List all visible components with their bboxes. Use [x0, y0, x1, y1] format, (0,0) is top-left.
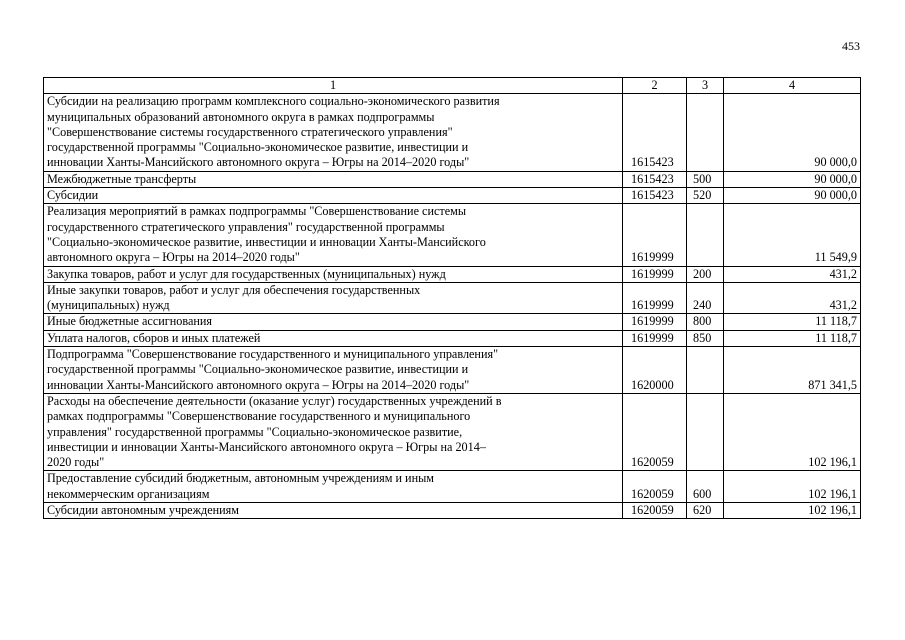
row-description: Уплата налогов, сборов и иных платежей: [44, 330, 623, 346]
table-row: [44, 471, 861, 503]
row-description: Закупка товаров, работ и услуг для государственных (муниципальных) нужд: [44, 266, 623, 282]
row-expense-type: 800: [687, 314, 724, 330]
table-body: [44, 94, 861, 519]
row-amount: 102 196,1: [724, 503, 861, 519]
row-amount: 11 118,7: [724, 314, 861, 330]
row-target-code: 1619999: [623, 282, 687, 314]
row-amount: 90 000,0: [724, 94, 861, 171]
row-amount: 431,2: [724, 282, 861, 314]
row-expense-type: 240: [687, 282, 724, 314]
header-row: [44, 78, 861, 94]
row-amount: 102 196,1: [724, 471, 861, 503]
row-expense-type: 520: [687, 188, 724, 204]
table-row: [44, 94, 861, 171]
row-description: Субсидии автономным учреждениям: [44, 503, 623, 519]
budget-table: [43, 77, 861, 519]
row-target-code: 1615423: [623, 94, 687, 171]
row-expense-type: [687, 94, 724, 171]
row-target-code: 1620059: [623, 471, 687, 503]
table-row: [44, 204, 861, 266]
row-expense-type: [687, 393, 724, 470]
table-row: [44, 188, 861, 204]
row-amount: 871 341,5: [724, 347, 861, 394]
table-row: [44, 330, 861, 346]
row-description: Иные бюджетные ассигнования: [44, 314, 623, 330]
row-target-code: 1615423: [623, 171, 687, 187]
row-description: Предоставление субсидий бюджетным, автономным учреждениям и иным некоммерческим организациям: [44, 471, 623, 503]
row-description: Расходы на обеспечение деятельности (оказание услуг) государственных учреждений в рамках подпрограммы "Совершенствование государственного и муниципального управления" государственной программы "Социально-экономическое развитие, инвестиции и инновации Ханты-Мансийского автономного округа – Югры на 2014– 2020 годы": [44, 393, 623, 470]
table-row: [44, 393, 861, 470]
row-expense-type: 200: [687, 266, 724, 282]
table-row: [44, 282, 861, 314]
row-expense-type: [687, 347, 724, 394]
table-row: [44, 503, 861, 519]
header-col-4: 4: [724, 78, 861, 94]
page-number: 453: [842, 39, 860, 53]
row-description: Субсидии: [44, 188, 623, 204]
row-target-code: 1615423: [623, 188, 687, 204]
header-col-2: 2: [623, 78, 687, 94]
table-row: [44, 171, 861, 187]
row-amount: 102 196,1: [724, 393, 861, 470]
row-expense-type: 850: [687, 330, 724, 346]
table-row: [44, 266, 861, 282]
row-target-code: 1619999: [623, 204, 687, 266]
row-description: Иные закупки товаров, работ и услуг для обеспечения государственных (муниципальных) нужд: [44, 282, 623, 314]
row-expense-type: 500: [687, 171, 724, 187]
row-amount: 11 118,7: [724, 330, 861, 346]
row-target-code: 1620000: [623, 347, 687, 394]
table-row: [44, 347, 861, 394]
row-description: Подпрограмма "Совершенствование государственного и муниципального управления" государственной программы "Социально-экономическое развитие, инвестиции и инновации Ханты-Мансийского автономного округа – Югры на 2014–2020 годы": [44, 347, 623, 394]
row-target-code: 1619999: [623, 314, 687, 330]
header-col-3: 3: [687, 78, 724, 94]
row-description: Реализация мероприятий в рамках подпрограммы "Совершенствование системы государственного стратегического управления" государственной программы "Социально-экономическое развитие, инвестиции и инновации Ханты-Мансийского автономного округа – Югры на 2014–2020 годы": [44, 204, 623, 266]
row-target-code: 1620059: [623, 503, 687, 519]
header-col-1: 1: [44, 78, 623, 94]
row-amount: 431,2: [724, 266, 861, 282]
row-expense-type: 620: [687, 503, 724, 519]
row-expense-type: 600: [687, 471, 724, 503]
row-target-code: 1619999: [623, 266, 687, 282]
row-amount: 90 000,0: [724, 188, 861, 204]
table-row: [44, 314, 861, 330]
row-description: Межбюджетные трансферты: [44, 171, 623, 187]
row-target-code: 1619999: [623, 330, 687, 346]
table-header: [44, 78, 861, 94]
row-description: Субсидии на реализацию программ комплексного социально-экономического развития муниципальных образований автономного округа в рамках подпрограммы "Совершенствование системы государственного стратегического управления" государственной программы "Социально-экономическое развитие, инвестиции и инновации Ханты-Мансийского автономного округа – Югры на 2014–2020 годы": [44, 94, 623, 171]
row-target-code: 1620059: [623, 393, 687, 470]
row-expense-type: [687, 204, 724, 266]
row-amount: 11 549,9: [724, 204, 861, 266]
row-amount: 90 000,0: [724, 171, 861, 187]
